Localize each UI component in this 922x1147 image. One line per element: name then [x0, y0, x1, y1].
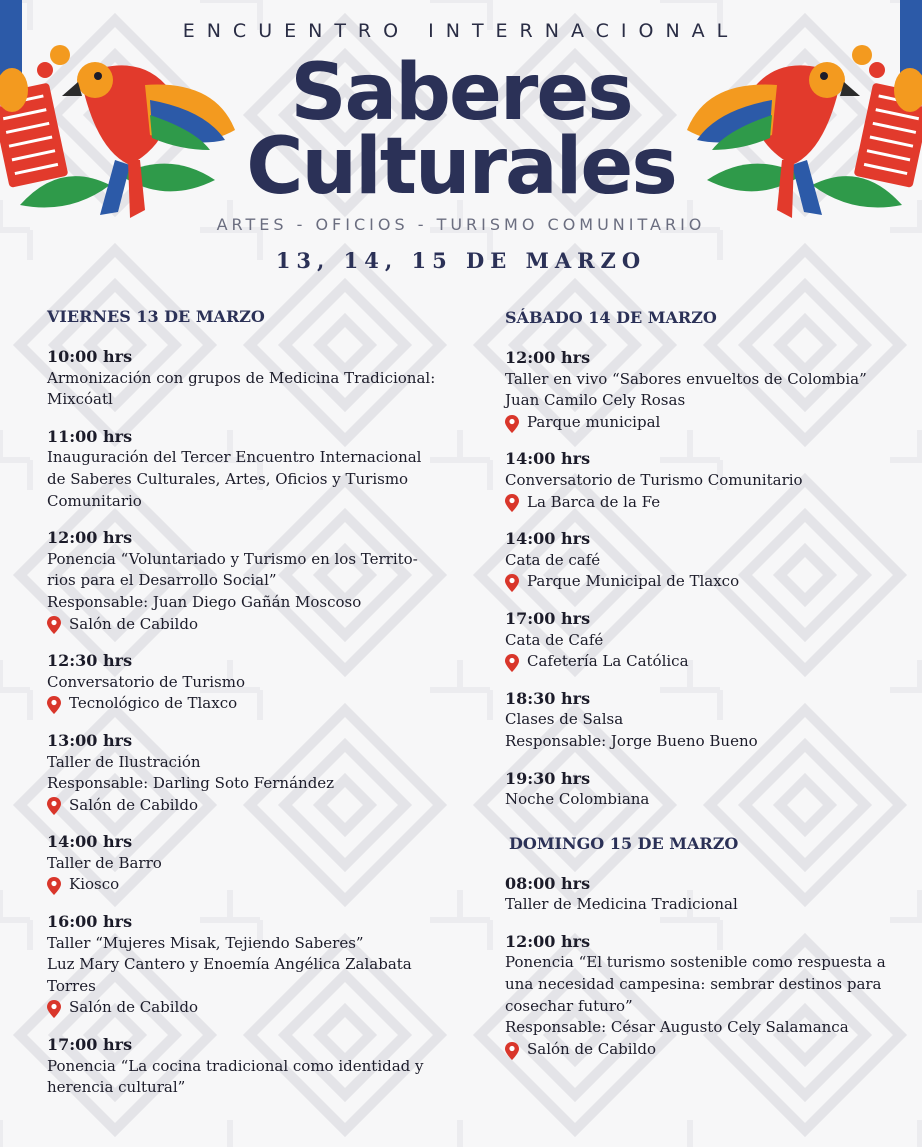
event-time: 12:30 hrs: [47, 651, 133, 671]
event-time: 16:00 hrs: [47, 912, 133, 932]
event-location-label: Parque Municipal de Tlaxco: [527, 572, 740, 591]
event-description: Noche Colombiana: [505, 790, 650, 809]
event-description: Inauguración del Tercer Encuentro Internacional: [47, 448, 422, 467]
map-pin-icon: [505, 574, 519, 592]
weekend-schedule: [505, 307, 905, 1075]
map-pin-icon: [47, 696, 61, 714]
map-pin-icon: [47, 877, 61, 895]
event-location: [47, 997, 447, 1019]
event-description: Clases de Salsa: [505, 710, 624, 729]
event-description: Mixcóatl: [47, 390, 113, 409]
friday-schedule: [47, 306, 447, 1114]
event-item: [505, 768, 905, 811]
map-pin-icon: [47, 797, 61, 815]
event-location: [505, 412, 905, 434]
event-item: [47, 426, 447, 512]
event-item: [47, 650, 447, 715]
event-description: Taller de Medicina Tradicional: [505, 895, 738, 914]
event-time: 14:00 hrs: [47, 832, 133, 852]
event-description: Taller en vivo “Sabores envueltos de Colombia”: [505, 369, 867, 388]
event-location-label: Salón de Cabildo: [69, 614, 198, 633]
event-item: [505, 448, 905, 513]
event-description: Taller de Ilustración: [47, 752, 201, 771]
event-time: 14:00 hrs: [505, 529, 591, 549]
sunday-events-list: [505, 873, 905, 1061]
event-description: Cata de café: [505, 550, 601, 569]
event-time: 18:30 hrs: [505, 688, 591, 708]
event-description: Taller de Barro: [47, 853, 162, 872]
event-location: [47, 614, 447, 636]
event-location-label: Kiosco: [69, 875, 120, 894]
event-item: [47, 1034, 447, 1099]
event-location-label: Salón de Cabildo: [69, 998, 198, 1017]
event-time: 12:00 hrs: [505, 931, 591, 951]
event-time: 17:00 hrs: [505, 608, 591, 628]
event-location: [505, 492, 905, 514]
title-line-1: Saberes: [290, 48, 632, 138]
event-item: [505, 528, 905, 593]
event-description: Ponencia “Voluntariado y Turismo en los Territo-: [47, 549, 418, 568]
event-location-label: Tecnológico de Tlaxco: [69, 694, 238, 713]
event-description: rios para el Desarrollo Social”: [47, 571, 277, 590]
event-location: [47, 874, 447, 896]
event-time: 14:00 hrs: [505, 449, 591, 469]
event-location-label: Parque municipal: [527, 412, 661, 431]
event-description: Responsable: Jorge Bueno Bueno: [505, 731, 758, 750]
event-item: [505, 347, 905, 433]
event-description: Ponencia “La cocina tradicional como identidad y: [47, 1056, 424, 1075]
friday-events-list: [47, 346, 447, 1099]
event-description: Armonización con grupos de Medicina Tradicional:: [47, 368, 436, 387]
day-title-saturday: SÁBADO 14 DE MARZO: [505, 308, 717, 327]
event-description: Comunitario: [47, 491, 142, 510]
event-item: [505, 931, 905, 1061]
event-time: 12:00 hrs: [505, 348, 591, 367]
event-time: 17:00 hrs: [47, 1035, 133, 1055]
saturday-events-list: [505, 347, 905, 811]
day-title-sunday: DOMINGO 15 DE MARZO: [509, 833, 739, 853]
event-description: Cata de Café: [505, 630, 604, 649]
event-description: Juan Camilo Cely Rosas: [505, 391, 686, 410]
map-pin-icon: [505, 654, 519, 672]
event-dates: 13, 14, 15 DE MARZO: [275, 248, 647, 273]
event-description: Responsable: Juan Diego Gañán Moscoso: [47, 592, 362, 611]
event-item: [47, 911, 447, 1019]
map-pin-icon: [47, 1000, 61, 1018]
event-location-label: Cafetería La Católica: [527, 652, 689, 671]
event-item: [47, 831, 447, 896]
title-line-2: Culturales: [246, 122, 676, 212]
event-description: Torres: [47, 976, 96, 995]
event-time: 08:00 hrs: [505, 873, 591, 893]
map-pin-icon: [505, 1042, 519, 1060]
event-description: herencia cultural”: [47, 1078, 186, 1097]
event-item: [47, 527, 447, 635]
event-item: [47, 346, 447, 411]
event-time: 13:00 hrs: [47, 730, 133, 750]
event-description: Taller “Mujeres Misak, Tejiendo Saberes”: [47, 933, 364, 952]
event-location: [505, 571, 905, 593]
event-subtitle: ARTES - OFICIOS - TURISMO COMUNITARIO: [216, 215, 706, 234]
event-description: Responsable: César Augusto Cely Salamanca: [505, 1018, 849, 1037]
map-pin-icon: [47, 616, 61, 634]
event-description: Conversatorio de Turismo Comunitario: [505, 470, 803, 489]
event-description: Luz Mary Cantero y Enoemía Angélica Zalabata: [47, 955, 412, 974]
day-title-friday: VIERNES 13 DE MARZO: [47, 307, 265, 326]
event-time: 12:00 hrs: [47, 528, 133, 548]
event-location: [505, 1039, 905, 1061]
event-location: [47, 795, 447, 817]
event-item: [505, 873, 905, 916]
event-description: cosechar futuro”: [505, 996, 633, 1015]
event-location-label: La Barca de la Fe: [527, 492, 661, 511]
event-item: [47, 730, 447, 816]
event-location-label: Salón de Cabildo: [527, 1039, 656, 1058]
event-description: Conversatorio de Turismo: [47, 672, 245, 691]
event-time: 10:00 hrs: [47, 347, 133, 366]
event-location-label: Salón de Cabildo: [69, 795, 198, 814]
event-supertitle: ENCUENTRO INTERNACIONAL: [182, 20, 740, 42]
event-description: una necesidad campesina: sembrar destinos para: [505, 975, 882, 994]
event-time: 19:30 hrs: [505, 768, 591, 788]
event-item: [505, 688, 905, 753]
event-item: [505, 608, 905, 673]
event-description: de Saberes Culturales, Artes, Oficios y Turismo: [47, 469, 409, 488]
map-pin-icon: [505, 415, 519, 433]
event-time: 11:00 hrs: [47, 426, 133, 446]
event-location: [47, 693, 447, 715]
event-location: [505, 651, 905, 673]
map-pin-icon: [505, 494, 519, 512]
event-description: Ponencia “El turismo sostenible como respuesta a: [505, 953, 886, 972]
event-description: Responsable: Darling Soto Fernández: [47, 774, 335, 793]
